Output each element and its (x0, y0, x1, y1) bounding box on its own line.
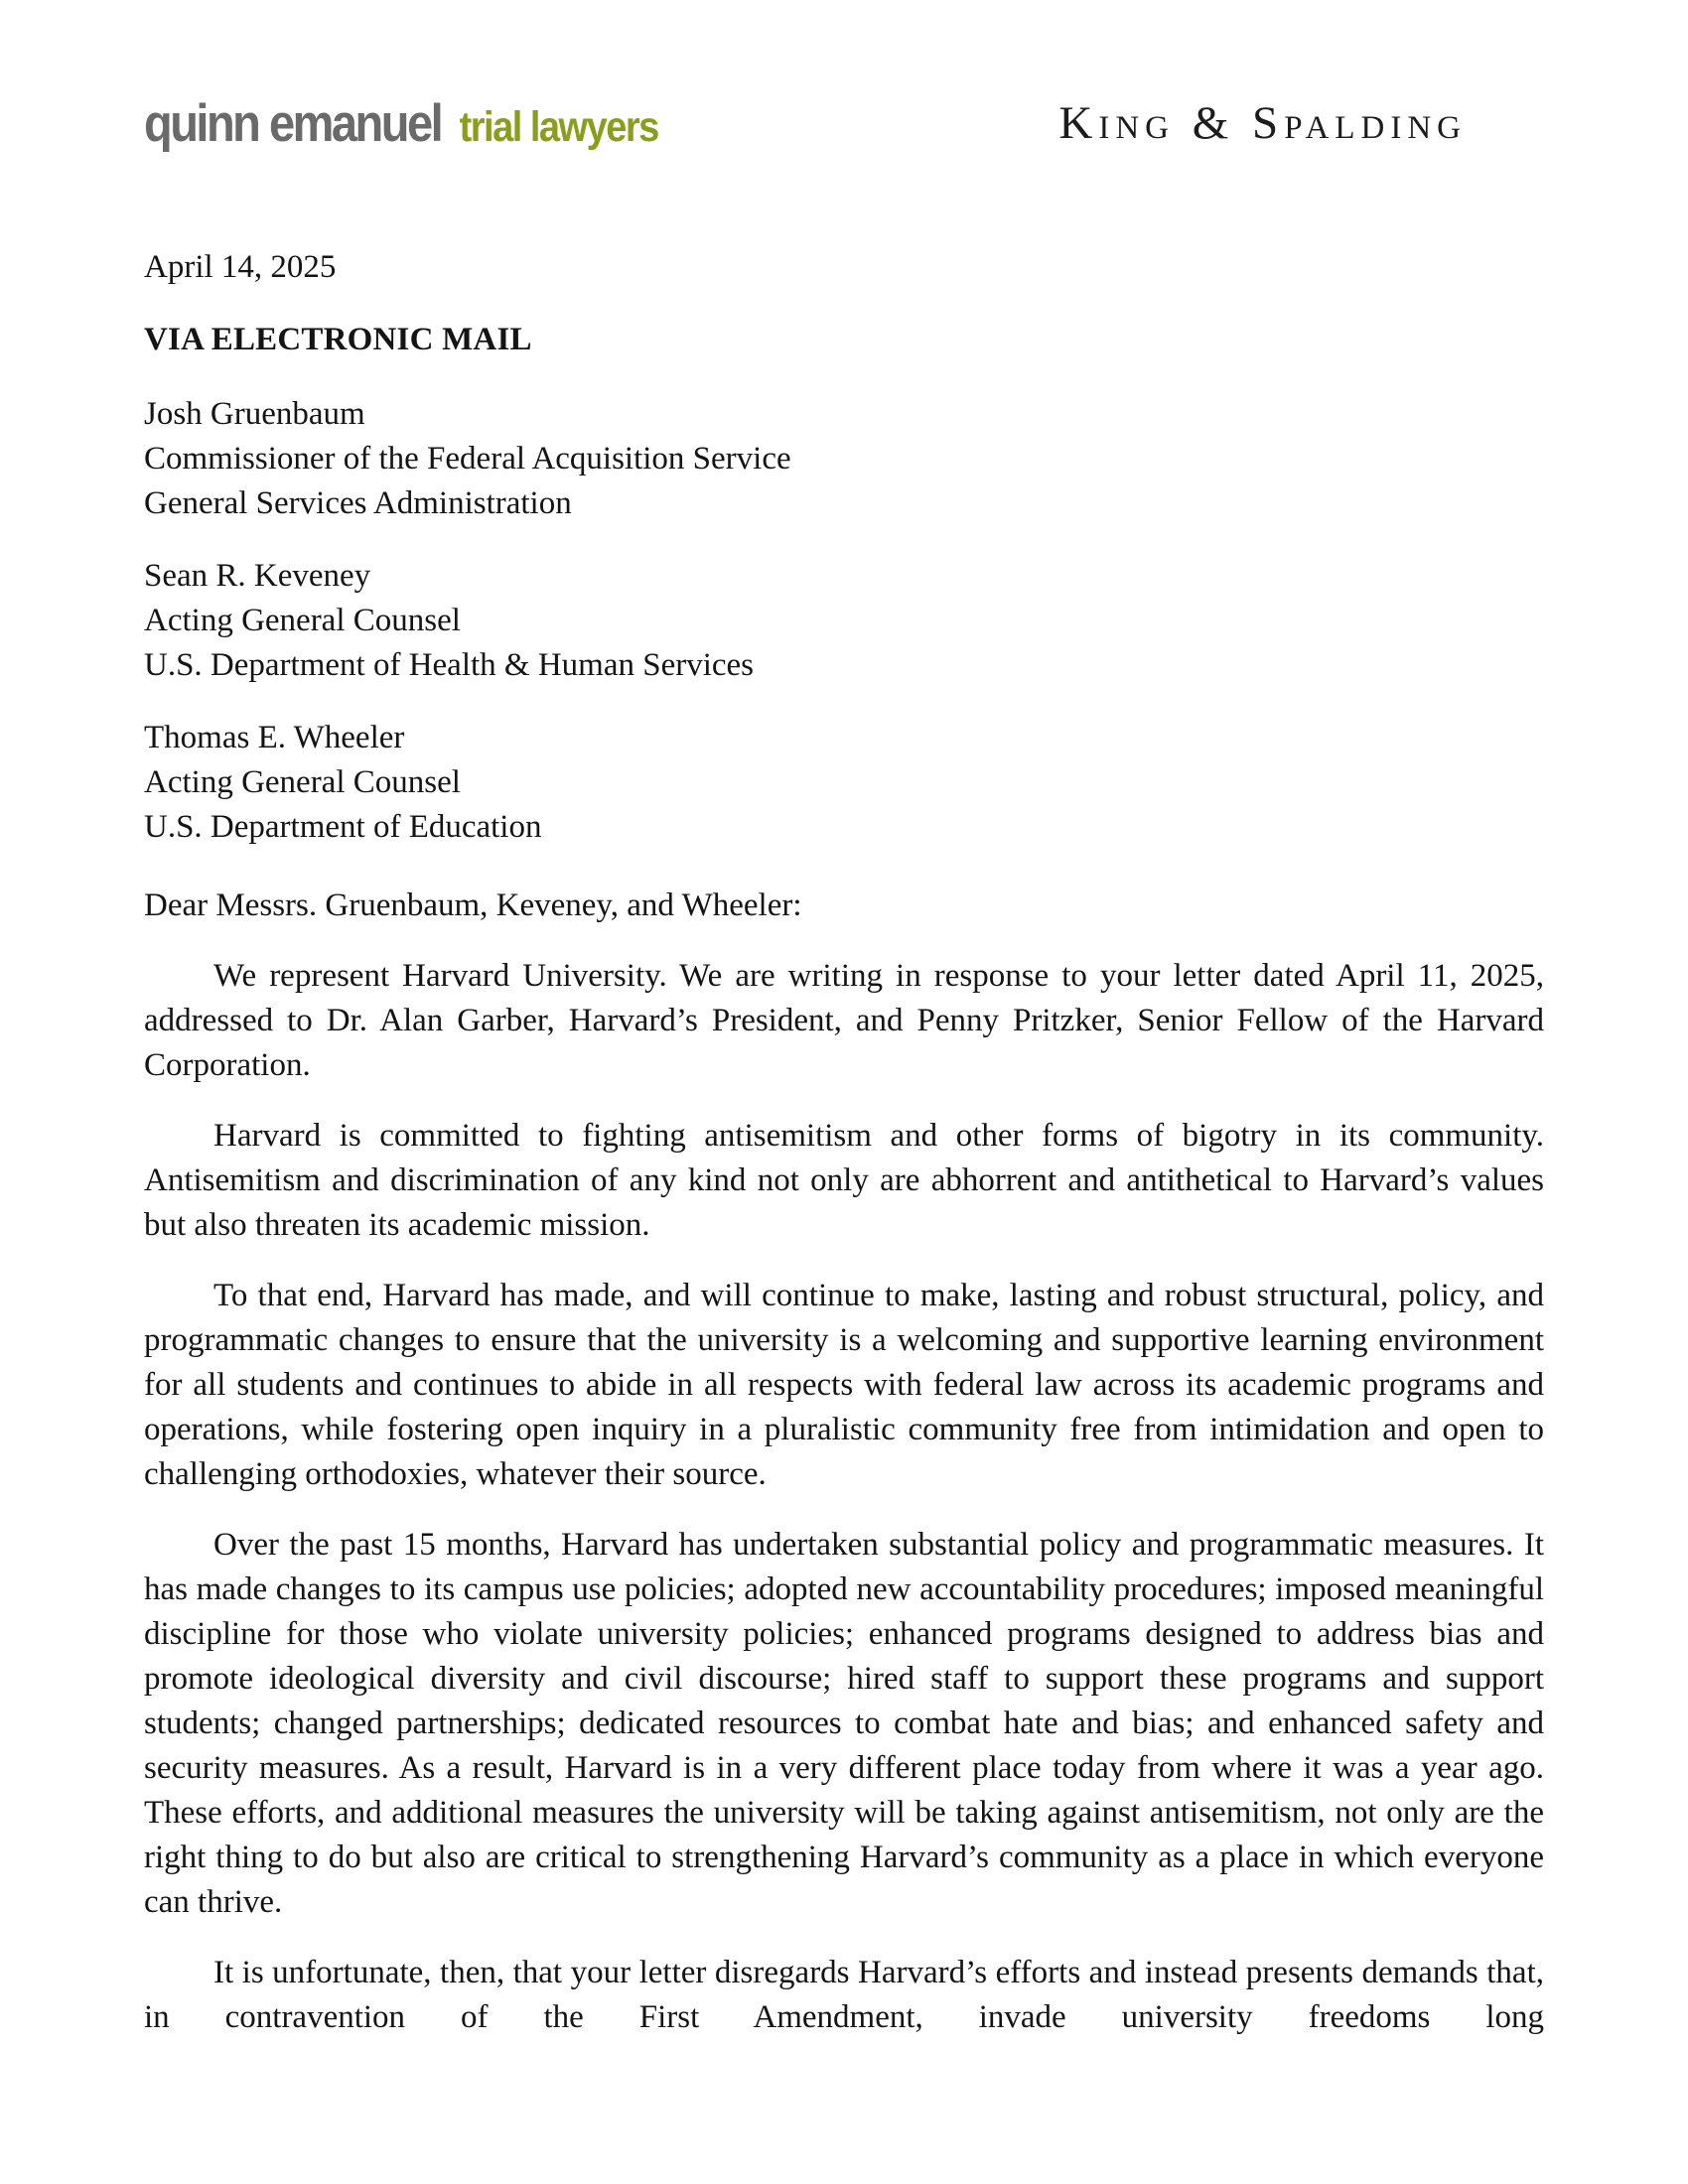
recipient-block (144, 392, 1544, 526)
recipient-title: Acting General Counsel (144, 603, 461, 638)
paragraph-5: It is unfortunate, then, that your letter disregards Harvard’s efforts and instead presents demands that, in contravention of the First Amendment, invade university freedoms long (144, 1955, 1544, 2035)
paragraph-1: We represent Harvard University. We are writing in response to your letter dated April 11, 2025, addressed to Dr. Alan Garber, Harvard’s President, and Penny Pritzker, Senior Fellow of the Harvard Corporation. (144, 958, 1544, 1083)
recipient-org: General Services Administration (144, 485, 572, 521)
paragraph-3: To that end, Harvard has made, and will continue to make, lasting and robust structural, policy, and programmatic changes to ensure that the university is a welcoming and supportive learning environment for all students and continues to abide in all respects with federal law across its academic programs and operations, while fostering open inquiry in a pluralistic community free from intimidation and open to challenging orthodoxies, whatever their source. (144, 1278, 1544, 1492)
delivery-method: VIA ELECTRONIC MAIL (144, 322, 532, 357)
letter-date: April 14, 2025 (144, 249, 337, 285)
salutation: Dear Messrs. Gruenbaum, Keveney, and Wheeler: (144, 887, 802, 923)
quinn-emanuel-logo (144, 92, 658, 154)
recipient-name: Sean R. Keveney (144, 558, 371, 594)
paragraph-4: Over the past 15 months, Harvard has undertaken substantial policy and programmatic measures. It has made changes to its campus use policies; adopted new accountability procedures; imposed meaningful discipline for those who violate university policies; enhanced programs designed to address bias and promote ideological diversity and civil discourse; hired staff to support these programs and support students; changed partnerships; dedicated resources to combat hate and bias; and enhanced safety and security measures. As a result, Harvard is in a very different place today from where it was a year ago. These efforts, and additional measures the university will be taking against antisemitism, not only are the right thing to do but also are critical to strengthening Harvard’s community as a place in which everyone can thrive. (144, 1527, 1544, 1920)
letterhead (144, 92, 1544, 153)
recipient-name: Josh Gruenbaum (144, 396, 365, 432)
king-spalding-logo: King & Spalding (1058, 96, 1467, 149)
recipient-org: U.S. Department of Education (144, 809, 542, 845)
recipient-org: U.S. Department of Health & Human Services (144, 647, 755, 683)
recipient-title: Commissioner of the Federal Acquisition Service (144, 441, 791, 477)
quinn-emanuel-logo-tagline: trial lawyers (459, 104, 658, 152)
recipient-title: Acting General Counsel (144, 764, 461, 800)
letter-body (144, 245, 1544, 2040)
recipient-block (144, 554, 1544, 688)
recipient-name: Thomas E. Wheeler (144, 720, 405, 755)
quinn-emanuel-logo-name: quinn emanuel (144, 92, 442, 153)
paragraph-2: Harvard is committed to fighting antisemitism and other forms of bigotry in its community. Antisemitism and discrimination of any kind not only are abhorrent and antithetical to Harvard’s values but also threaten its academic mission. (144, 1118, 1544, 1243)
recipient-block (144, 716, 1544, 850)
